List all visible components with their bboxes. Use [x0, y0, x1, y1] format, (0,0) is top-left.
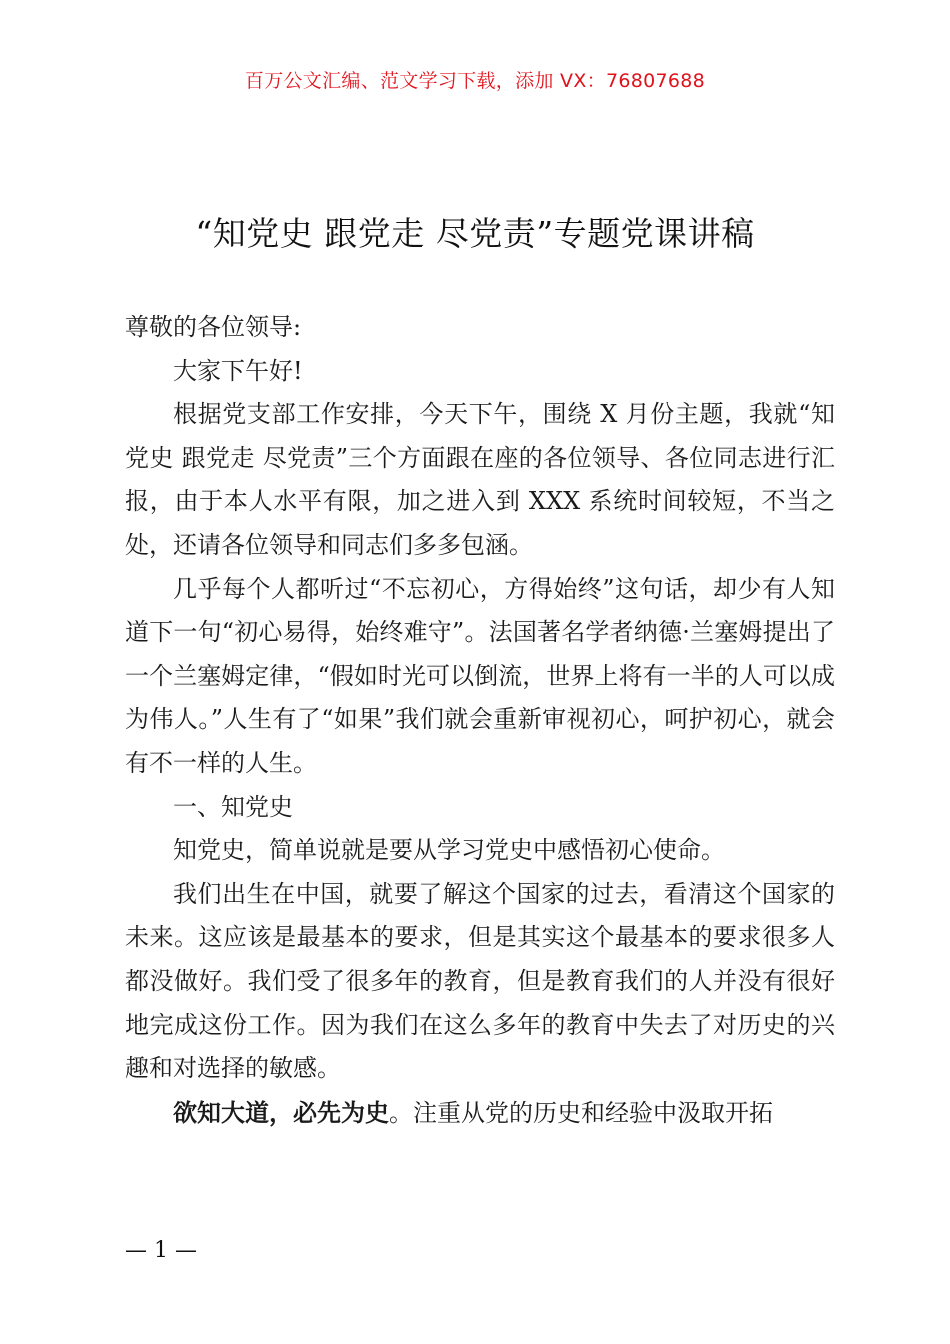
watermark-banner: 百万公文汇编、范文学习下载，添加 VX：76807688 [244, 70, 706, 92]
bold-lead-phrase: 欲知大道，必先为史 [173, 1097, 389, 1127]
greeting: 大家下午好! [173, 356, 303, 385]
paragraph-initial-heart: 几乎每个人都听过“不忘初心，方得始终”这句话，却少有人知道下一句“初心易得，始终难守”。法国著名学者纳德·兰塞姆提出了一个兰塞姆定律，“假如时光可以倒流，世界上将有一半的人可以成为伟人。”人生有了“如果”我们就会重新审视初心，呵护初心，就会有不一样的人生。 [125, 574, 835, 777]
paragraph-born-in-china: 我们出生在中国，就要了解这个国家的过去，看清这个国家的未来。这应该是最基本的要求，但是其实这个最基本的要求很多人都没做好。我们受了很多年的教育，但是教育我们的人并没有很好地完成这份工作。因为我们在这么多年的教育中失去了对历史的兴趣和对选择的敏感。 [125, 879, 835, 1083]
document-body [125, 306, 835, 1135]
salutation: 尊敬的各位领导: [125, 313, 302, 341]
document-title: “知党史 跟党走 尽党责”专题党课讲稿 [195, 214, 755, 253]
paragraph-intro: 根据党支部工作安排，今天下午，围绕 X 月份主题，我就“知党史 跟党走 尽党责”三个方面跟在座的各位领导、各位同志进行汇报，由于本人水平有限，加之进入到 XXX 系统时间较短，不当之处，还请各位领导和同志们多多包涵。 [125, 400, 835, 559]
section-heading-1: 一、知党史 [173, 792, 293, 821]
paragraph-great-way [125, 1091, 835, 1136]
page-number: — 1 — [125, 1238, 197, 1263]
paragraph-continuation: 。注重从党的历史和经验中汲取开拓 [389, 1098, 773, 1127]
paragraph-know-history: 知党史，简单说就是要从学习党史中感悟初心使命。 [173, 836, 725, 865]
